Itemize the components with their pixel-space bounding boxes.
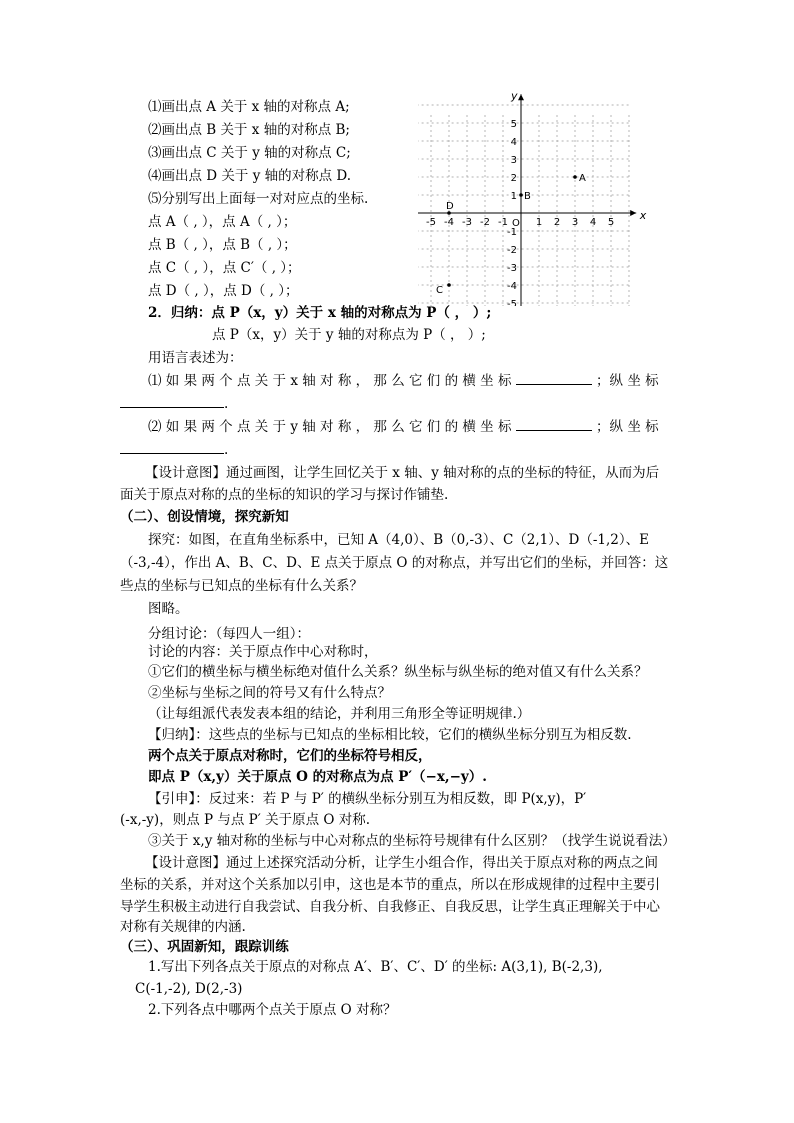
y-axis-label: y [511, 89, 518, 103]
statement-1-tail [120, 395, 228, 413]
blank-field[interactable] [120, 441, 224, 454]
origin-label: O [512, 218, 520, 229]
extension-line-2: (-x,-y)，则点 P 与点 P′ 关于原点 O 对称. [120, 812, 371, 828]
pair-a: 点 A（ , ），点 A（ , ）； [148, 214, 297, 230]
language-label: 用语言表述为： [148, 350, 243, 366]
explore-line-2: （-3,-4），作出 A、B、C、D、E 点关于原点 O 的对称点，并写出它们的坐标，并回答：这 [120, 555, 669, 571]
x-tick-label: 1 [535, 217, 543, 228]
statement-2 [148, 418, 659, 436]
design-intent-2-line3: 导学生积极主动进行自我尝试、自我分析、自我修正、自我反思，让学生真正理解关于中心 [120, 899, 660, 915]
point-b [519, 193, 523, 197]
point-c [447, 283, 451, 287]
point-label-a: A [579, 173, 586, 184]
blank-field[interactable] [120, 395, 224, 408]
y-tick-label: 5 [510, 119, 517, 130]
x-tick-label: 3 [571, 217, 579, 228]
statement-1-text: ⑴ 如 果 两 个 点 关 于 x 轴 对 称 ， 那 么 它 们 的 横 坐 标 [148, 373, 512, 389]
statement-1-end: . [224, 396, 229, 412]
rule-bold-2: 即点 P（x,y）关于原点 O 的对称点为点 P′（−x,−y）. [148, 769, 487, 785]
design-intent-2: 【设计意图】通过上述探究活动分析，让学生小组合作，得出关于原点对称的两点之间 [145, 855, 658, 871]
pair-b: 点 B（ , ），点 B（ , ）； [148, 237, 297, 253]
statement-2-end: . [224, 442, 229, 458]
group-discussion: 分组讨论：（每四人一组）： [148, 626, 310, 642]
y-tick-label: 2 [510, 173, 517, 184]
section-3-heading: （三）、巩固新知，跟踪训练 [120, 939, 289, 955]
x-tick-label: 4 [589, 217, 597, 228]
question-4: ⑷画出点 D 关于 y 轴的对称点 D. [148, 168, 352, 184]
pair-d: 点 D（ , ），点 D（ , ）； [148, 283, 299, 299]
exercise-1-line-2: C(-1,-2), D(2,-3) [135, 981, 243, 997]
discussion-content: 讨论的内容：关于原点作中心对称时， [148, 644, 378, 660]
x-tick-label: -3 [462, 217, 472, 228]
x-tick-label: 2 [553, 217, 561, 228]
statement-1 [148, 372, 659, 390]
design-intent-1-cont: 面关于原点对称的点的坐标的知识的学习与探讨作铺垫. [120, 487, 449, 503]
x-axis-arrow [630, 210, 636, 216]
question-2: ⑵画出点 B 关于 x 轴的对称点 B; [148, 122, 350, 138]
x-tick-label: -1 [498, 217, 508, 228]
summary-line-1: 2．归纳：点 P（x，y）关于 x 轴的对称点为 P（ ， ）; [148, 305, 492, 321]
statement-2-tail [120, 441, 228, 459]
x-tick-label: -5 [426, 217, 436, 228]
design-intent-1: 【设计意图】通过画图，让学生回忆关于 x 轴、y 轴对称的点的坐标的特征，从而为后 [145, 465, 660, 481]
induction: 【归纳】：这些点的坐标与已知点的坐标相比较，它们的横纵坐标分别互为相反数. [148, 727, 632, 743]
y-tick-label: -3 [507, 263, 517, 274]
blank-field[interactable] [516, 372, 592, 385]
y-tick-label: -2 [507, 245, 517, 256]
point-label-b: B [524, 191, 531, 202]
discussion-q2: ②坐标与坐标之间的符号又有什么特点？ [148, 685, 391, 701]
question-5: ⑸分别写出上面每一对对应点的坐标. [148, 191, 369, 207]
explore-line-1: 探究：如图，在直角坐标系中，已知 A（4,0）、B（0,-3）、C（2,1）、D（-1,2）、E [148, 532, 649, 548]
y-tick-label: 1 [510, 191, 517, 202]
x-tick-label: -2 [480, 217, 490, 228]
y-axis-arrow [518, 94, 524, 100]
y-tick-label: -1 [507, 227, 517, 238]
statement-1-mid: ；纵 坐 标 [596, 373, 659, 389]
y-tick-label: 3 [510, 155, 517, 166]
explore-line-3: 些点的坐标与已知点的坐标有什么关系？ [120, 578, 363, 594]
x-axis-label: x [639, 209, 647, 222]
pair-c: 点 C（ , ），点 C′（ , ）； [148, 260, 301, 276]
point-label-c: C [436, 285, 443, 296]
y-tick-label: -4 [507, 281, 517, 292]
figure-omitted: 图略。 [148, 601, 189, 617]
rule-bold-1: 两个点关于原点对称时，它们的坐标符号相反， [148, 748, 432, 764]
x-tick-label: 5 [607, 217, 615, 228]
coordinate-grid [418, 88, 648, 306]
blank-field[interactable] [516, 418, 592, 431]
statement-2-mid: ；纵 坐 标 [596, 419, 659, 435]
point-label-d: D [446, 201, 454, 212]
x-tick-label: -4 [444, 217, 454, 228]
statement-2-text: ⑵ 如 果 两 个 点 关 于 y 轴 对 称 ， 那 么 它 们 的 横 坐 标 [148, 419, 512, 435]
design-intent-2-line2: 坐标的关系，并对这个关系加以引申，这也是本节的重点，所以在形成规律的过程中主要引 [120, 877, 660, 893]
y-tick-label: -5 [507, 299, 517, 306]
discussion-q1: ①它们的横坐标与横坐标绝对值什么关系？纵坐标与纵坐标的绝对值又有什么关系？ [148, 664, 648, 680]
design-intent-2-line4: 对称有关规律的内涵. [120, 919, 246, 935]
point-a [573, 175, 577, 179]
question-3: ⑶画出点 C 关于 y 轴的对称点 C; [148, 145, 351, 161]
discussion-note: （让每组派代表发表本组的结论，并利用三角形全等证明规律.） [148, 706, 531, 722]
question-3-compare: ③关于 x,y 轴对称的坐标与中心对称点的坐标符号规律有什么区别？（找学生说说看法） [148, 833, 676, 849]
exercise-1-line-1: 1.写出下列各点关于原点的对称点 A′、B′、C′、D′ 的坐标: A(3,1), B(-2,3), [148, 959, 603, 975]
y-tick-label: 4 [510, 137, 517, 148]
exercise-2: 2.下列各点中哪两个点关于原点 O 对称？ [148, 1002, 397, 1018]
section-2-heading: （二）、创设情境，探究新知 [120, 509, 289, 525]
question-1: ⑴画出点 A 关于 x 轴的对称点 A; [148, 99, 350, 115]
summary-line-2: 点 P（x，y）关于 y 轴的对称点为 P（ ， ）; [212, 327, 486, 343]
extension-line-1: 【引申】：反过来：若 P 与 P′ 的横纵坐标分别互为相反数，即 P(x,y)，P′ [148, 791, 587, 807]
